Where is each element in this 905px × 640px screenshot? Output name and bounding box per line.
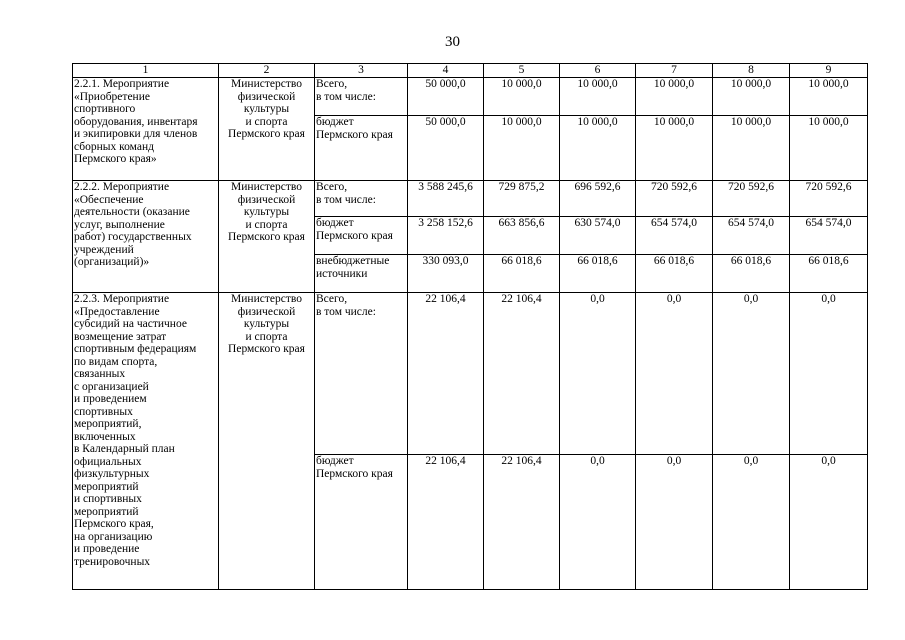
measure-name-cell: 2.2.2. Мероприятие «Обеспечение деятельности (оказание услуг, выполнение работ) государственных учреждений (организаций)» xyxy=(73,181,219,293)
funding-source-cell: бюджет Пермского края xyxy=(315,217,408,255)
col-header: 2 xyxy=(219,64,315,78)
table-row xyxy=(73,293,868,455)
executor-cell: Министерство физической культуры и спорта Пермского края xyxy=(219,181,315,293)
value-cell: 729 875,2 xyxy=(484,181,560,217)
value-cell: 66 018,6 xyxy=(636,255,713,293)
measure-name-cell: 2.2.1. Мероприятие «Приобретение спортивного оборудования, инвентаря и экипировки для членов сборных команд Пермского края» xyxy=(73,78,219,181)
value-cell: 663 856,6 xyxy=(484,217,560,255)
value-cell: 10 000,0 xyxy=(790,116,868,181)
col-header: 4 xyxy=(408,64,484,78)
value-cell: 22 106,4 xyxy=(484,293,560,455)
table-row xyxy=(73,78,868,116)
value-cell: 10 000,0 xyxy=(636,78,713,116)
value-cell: 720 592,6 xyxy=(713,181,790,217)
funding-source-cell: Всего, в том числе: xyxy=(315,181,408,217)
funding-source-cell: Всего, в том числе: xyxy=(315,293,408,455)
col-header: 8 xyxy=(713,64,790,78)
value-cell: 66 018,6 xyxy=(790,255,868,293)
value-cell: 10 000,0 xyxy=(484,116,560,181)
col-header: 3 xyxy=(315,64,408,78)
value-cell: 0,0 xyxy=(713,455,790,590)
value-cell: 0,0 xyxy=(636,455,713,590)
value-cell: 654 574,0 xyxy=(713,217,790,255)
value-cell: 0,0 xyxy=(560,455,636,590)
funding-source-cell: бюджет Пермского края xyxy=(315,455,408,590)
value-cell: 0,0 xyxy=(790,293,868,455)
value-cell: 630 574,0 xyxy=(560,217,636,255)
col-header: 7 xyxy=(636,64,713,78)
value-cell: 66 018,6 xyxy=(484,255,560,293)
executor-cell: Министерство физической культуры и спорта Пермского края xyxy=(219,78,315,181)
funding-source-cell: Всего, в том числе: xyxy=(315,78,408,116)
value-cell: 654 574,0 xyxy=(636,217,713,255)
value-cell: 720 592,6 xyxy=(636,181,713,217)
value-cell: 696 592,6 xyxy=(560,181,636,217)
value-cell: 10 000,0 xyxy=(636,116,713,181)
value-cell: 50 000,0 xyxy=(408,116,484,181)
executor-cell: Министерство физической культуры и спорта Пермского края xyxy=(219,293,315,590)
measure-name-cell: 2.2.3. Мероприятие «Предоставление субсидий на частичное возмещение затрат спортивным федерациям по видам спорта, связанных с организацией и проведением спортивных мероприятий, включенных в Календарный план официальных физкультурных мероприятий и спортивных мероприятий Пермского края, на организацию и проведение тренировочных xyxy=(73,293,219,590)
value-cell: 3 588 245,6 xyxy=(408,181,484,217)
value-cell: 0,0 xyxy=(636,293,713,455)
value-cell: 10 000,0 xyxy=(560,116,636,181)
value-cell: 22 106,4 xyxy=(408,293,484,455)
header-row xyxy=(73,64,868,78)
value-cell: 0,0 xyxy=(560,293,636,455)
value-cell: 10 000,0 xyxy=(790,78,868,116)
value-cell: 0,0 xyxy=(713,293,790,455)
value-cell: 22 106,4 xyxy=(408,455,484,590)
value-cell: 66 018,6 xyxy=(560,255,636,293)
value-cell: 10 000,0 xyxy=(560,78,636,116)
funding-source-cell: внебюджетные источники xyxy=(315,255,408,293)
funding-source-cell: бюджет Пермского края xyxy=(315,116,408,181)
table-row xyxy=(73,181,868,217)
value-cell: 10 000,0 xyxy=(484,78,560,116)
budget-table xyxy=(72,63,868,590)
value-cell: 10 000,0 xyxy=(713,116,790,181)
value-cell: 3 258 152,6 xyxy=(408,217,484,255)
value-cell: 654 574,0 xyxy=(790,217,868,255)
value-cell: 0,0 xyxy=(790,455,868,590)
value-cell: 720 592,6 xyxy=(790,181,868,217)
col-header: 9 xyxy=(790,64,868,78)
value-cell: 330 093,0 xyxy=(408,255,484,293)
value-cell: 10 000,0 xyxy=(713,78,790,116)
col-header: 6 xyxy=(560,64,636,78)
value-cell: 22 106,4 xyxy=(484,455,560,590)
value-cell: 50 000,0 xyxy=(408,78,484,116)
value-cell: 66 018,6 xyxy=(713,255,790,293)
col-header: 1 xyxy=(73,64,219,78)
page-number: 30 xyxy=(445,34,460,50)
col-header: 5 xyxy=(484,64,560,78)
